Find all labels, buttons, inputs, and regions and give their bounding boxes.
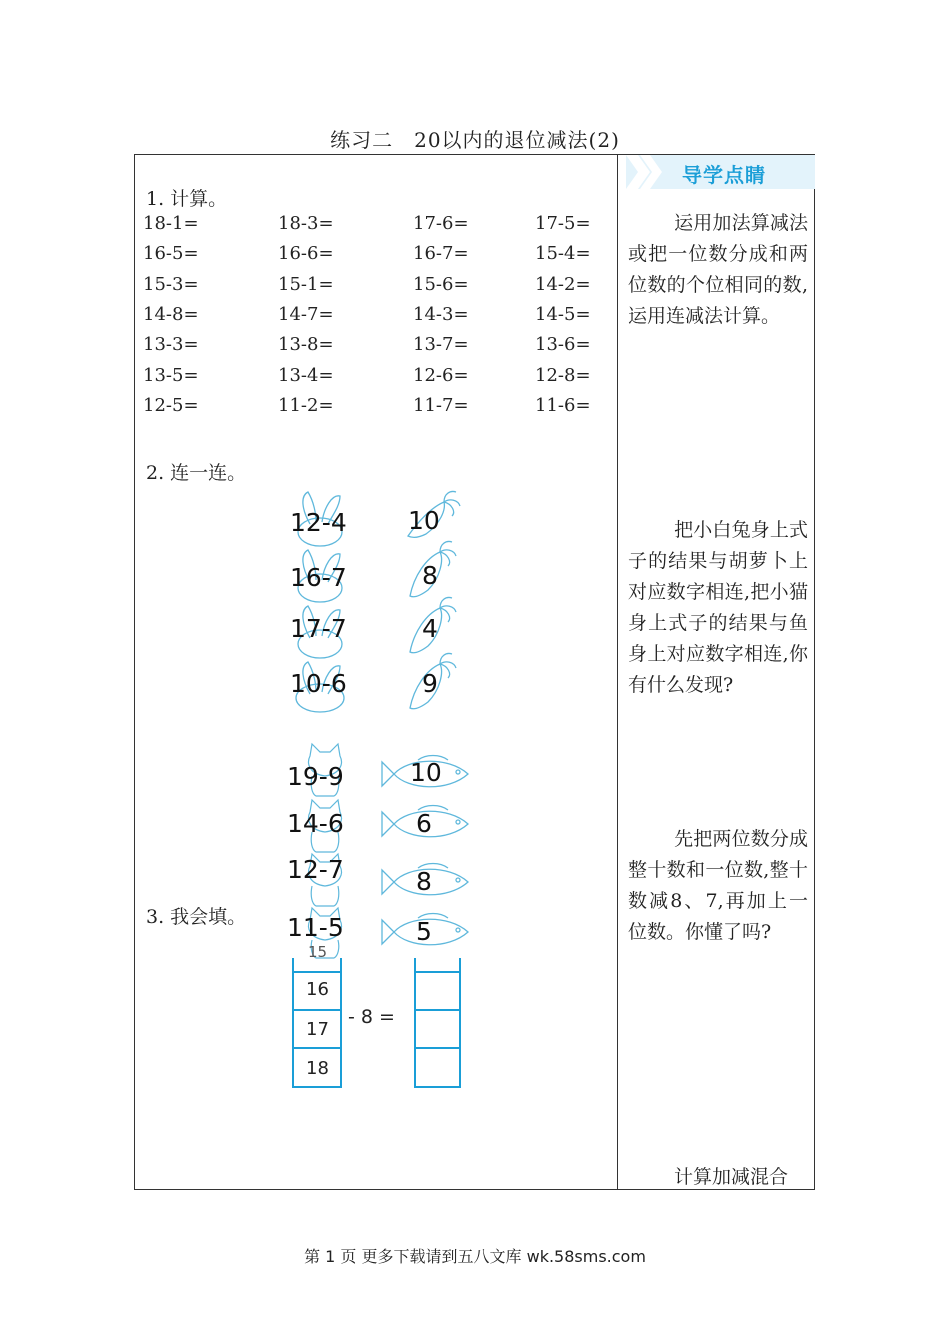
tip-1-text: 运用加法算减法或把一位数分成和两位数的个位相同的数,运用连减法计算。	[628, 212, 808, 327]
calc-equation: 17-5=	[535, 213, 591, 234]
page-footer: 第 1 页 更多下载请到五八文库 wk.58sms.com	[304, 1247, 646, 1266]
calc-equation: 18-1=	[143, 213, 199, 234]
cat-expression: 12-7	[287, 855, 344, 884]
ladder-value-partial: 15	[308, 946, 328, 958]
section-2-label: 2. 连一连。	[146, 462, 247, 484]
rabbit-expression: 17-7	[290, 614, 347, 643]
calc-equation: 15-4=	[535, 243, 591, 265]
calc-equation: 12-6=	[413, 364, 469, 386]
carrot-number: 8	[422, 561, 438, 590]
calc-equation: 16-7=	[413, 243, 469, 265]
section-1-label: 1. 计算。	[146, 188, 228, 210]
calc-equation: 14-7=	[278, 303, 334, 325]
cat-expression: 14-6	[287, 809, 344, 838]
operator-minus-8: - 8 =	[348, 1006, 395, 1028]
calc-equation: 12-8=	[535, 364, 591, 386]
calc-equation: 16-5=	[143, 243, 199, 265]
calc-equation: 11-6=	[535, 394, 591, 416]
calc-equation: 13-4=	[278, 364, 334, 386]
tip-3-text: 先把两位数分成整十数和一位数,整十数减8、7,再加上一位数。你懂了吗?	[628, 828, 808, 943]
rabbit-expression: 10-6	[290, 669, 347, 698]
calc-equation: 13-3=	[143, 334, 199, 356]
ladder-value: 18	[306, 1058, 329, 1079]
section-3-label: 3. 我会填。	[146, 906, 247, 928]
fish-number: 10	[410, 758, 442, 787]
calc-equation: 11-2=	[278, 394, 334, 416]
guide-banner	[626, 155, 815, 189]
calc-equation: 13-5=	[143, 364, 199, 386]
cat-expression: 11-5	[287, 913, 344, 942]
calc-equation: 14-3=	[413, 303, 469, 325]
page-title: 练习二 20以内的退位减法(2)	[330, 128, 620, 152]
calc-equation: 14-5=	[535, 303, 591, 325]
calc-equation: 18-3=	[278, 213, 334, 234]
guide-banner-label: 导学点睛	[682, 163, 766, 187]
tip-4-text: 计算加减混合	[674, 1166, 789, 1188]
carrot-number: 9	[422, 669, 438, 698]
calc-equation: 17-6=	[413, 213, 469, 234]
calc-equation: 11-7=	[413, 394, 469, 416]
tip-2-text: 把小白兔身上式子的结果与胡萝卜上对应数字相连,把小猫身上式子的结果与鱼身上对应数字相连,你有什么发现?	[628, 519, 808, 696]
carrot-number: 10	[408, 506, 440, 535]
fish-number: 5	[416, 917, 432, 946]
tip-4	[628, 1162, 808, 1193]
rabbit-expression: 12-4	[290, 508, 347, 537]
calc-equation: 13-6=	[535, 334, 591, 356]
calc-equation: 14-2=	[535, 273, 591, 295]
rabbit-expression: 16-7	[290, 563, 347, 592]
cat-expression: 19-9	[287, 762, 344, 791]
fish-number: 8	[416, 867, 432, 896]
tip-2	[628, 515, 808, 701]
ladder-value: 16	[306, 979, 329, 1000]
carrot-number: 4	[422, 614, 438, 643]
calc-equation: 16-6=	[278, 243, 334, 265]
calc-equation: 14-8=	[143, 303, 199, 325]
calc-equation: 13-7=	[413, 334, 469, 356]
ladder-value: 17	[306, 1019, 329, 1040]
column-divider	[617, 154, 618, 1190]
fish-number: 6	[416, 809, 432, 838]
answer-ladder	[412, 958, 464, 1090]
chevron-right-icon	[626, 155, 666, 189]
tip-1	[628, 208, 808, 332]
calc-equation: 15-3=	[143, 273, 199, 295]
calc-equation: 13-8=	[278, 334, 334, 356]
calc-equation: 15-6=	[413, 273, 469, 295]
calc-equation: 12-5=	[143, 394, 199, 416]
tip-3	[628, 824, 808, 948]
calc-equation: 15-1=	[278, 273, 334, 295]
